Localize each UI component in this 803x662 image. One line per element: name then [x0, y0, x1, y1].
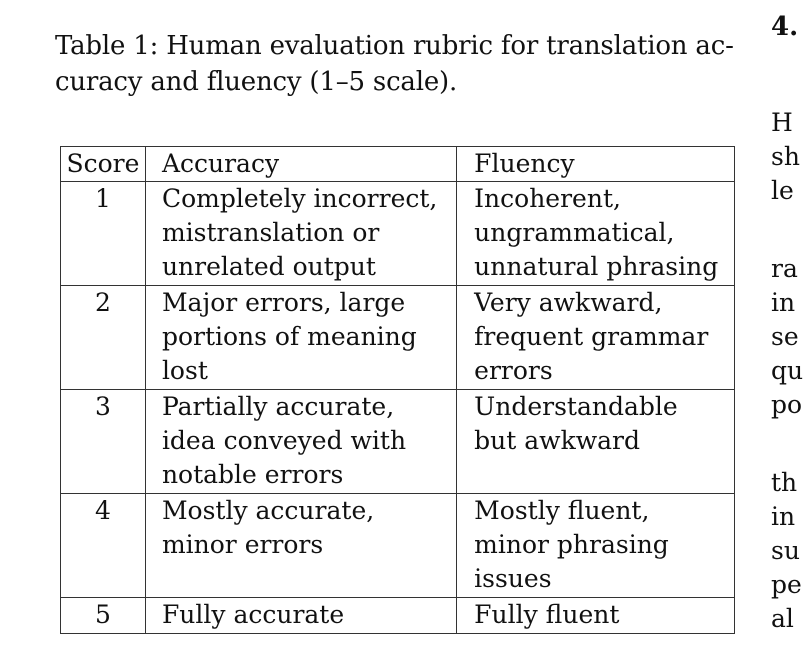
fluency-line: Incoherent,	[474, 184, 621, 213]
accuracy-cell	[145, 390, 456, 494]
fluency-cell	[457, 598, 735, 634]
accuracy-line: mistranslation or	[161, 218, 380, 247]
fluency-line: Understandable	[474, 392, 678, 421]
fluency-line: but awkward	[474, 426, 640, 455]
column-text-fragment: po	[771, 390, 803, 419]
accuracy-line: minor errors	[161, 530, 324, 559]
table-caption	[55, 28, 745, 100]
accuracy-line: notable errors	[161, 460, 344, 489]
fluency-cell	[457, 494, 735, 598]
table-row	[61, 494, 735, 598]
fluency-line: issues	[474, 564, 552, 593]
column-text-fragment: sh	[771, 142, 800, 171]
caption-line: curacy and fluency (1–5 scale).	[55, 67, 458, 97]
fluency-cell	[457, 182, 735, 286]
accuracy-line: Partially accurate,	[161, 392, 395, 421]
column-text-fragment: qu	[771, 356, 803, 385]
score-cell: 3	[61, 390, 146, 494]
accuracy-cell	[145, 598, 456, 634]
column-text-fragment: pe	[771, 570, 802, 599]
accuracy-cell	[145, 494, 456, 598]
column-text-fragment: su	[771, 536, 800, 565]
table-row	[61, 182, 735, 286]
table-row	[61, 598, 735, 634]
accuracy-line: lost	[161, 356, 208, 385]
accuracy-cell	[145, 182, 456, 286]
column-text-fragment: al	[771, 604, 794, 633]
header-accuracy: Accuracy	[145, 147, 456, 182]
column-text-fragment: H	[771, 108, 793, 137]
score-cell: 1	[61, 182, 146, 286]
rubric-table	[60, 146, 735, 634]
fluency-line: Fully fluent	[474, 600, 620, 629]
fluency-line: ungrammatical,	[474, 218, 675, 247]
column-text-fragment: ra	[771, 254, 798, 283]
accuracy-line: idea conveyed with	[161, 426, 407, 455]
column-text-fragment: th	[771, 468, 798, 497]
caption-line: Table 1: Human evaluation rubric for translation ac-	[55, 31, 734, 61]
section-heading-fragment: 4.	[771, 12, 799, 42]
fluency-line: minor phrasing	[474, 530, 669, 559]
fluency-cell	[457, 286, 735, 390]
column-text-fragment: le	[771, 176, 794, 205]
table-row	[61, 390, 735, 494]
fluency-line: frequent grammar	[474, 322, 709, 351]
fluency-line: errors	[474, 356, 553, 385]
column-text-fragment: in	[771, 502, 796, 531]
accuracy-line: Completely incorrect,	[161, 184, 438, 213]
accuracy-line: Mostly accurate,	[161, 496, 375, 525]
accuracy-line: unrelated output	[161, 252, 376, 281]
score-cell: 5	[61, 598, 146, 634]
accuracy-cell	[145, 286, 456, 390]
column-text-fragment: se	[771, 322, 799, 351]
fluency-cell	[457, 390, 735, 494]
header-score: Score	[61, 147, 146, 182]
table-header-row	[61, 147, 735, 182]
accuracy-line: portions of meaning	[161, 322, 417, 351]
score-cell: 2	[61, 286, 146, 390]
fluency-line: Mostly fluent,	[474, 496, 650, 525]
fluency-line: unnatural phrasing	[474, 252, 719, 281]
accuracy-line: Fully accurate	[161, 600, 345, 629]
header-fluency: Fluency	[457, 147, 735, 182]
fluency-line: Very awkward,	[474, 288, 663, 317]
accuracy-line: Major errors, large	[161, 288, 406, 317]
column-text-fragment: in	[771, 288, 796, 317]
table-row	[61, 286, 735, 390]
score-cell: 4	[61, 494, 146, 598]
